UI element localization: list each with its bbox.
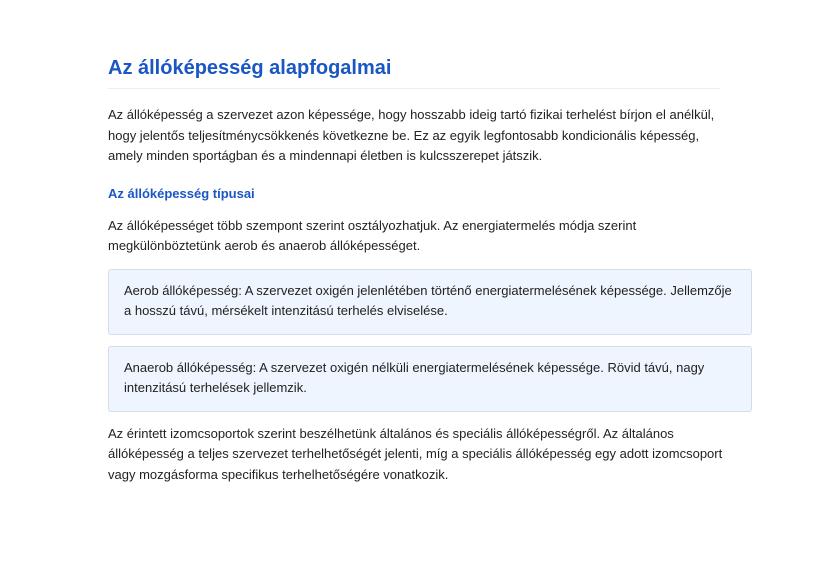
section-title: Az állóképesség típusai: [108, 185, 255, 201]
aerob-info-box: Aerob állóképesség: A szervezet oxigén jelenlétében történő energiatermelésének képessége. Jellemzője a hosszú távú, mérsékelt intenzitású terhelés elviselése.: [108, 269, 752, 335]
page-title: Az állóképesség alapfogalmai: [108, 54, 720, 89]
anaerob-info-box: Anaerob állóképesség: A szervezet oxigén nélküli energiatermelésének képessége. Rövid távú, nagy intenzitású terhelések jellemzik.: [108, 346, 752, 412]
outro-paragraph: Az érintett izomcsoportok szerint beszélhetünk általános és speciális állóképességről. Az általános állóképesség a teljes szervezet terhelhetőségét jelenti, míg a speciális állóképesség egy adott izomcsoport vagy mozgásforma specifikus terhelhetőségére vonatkozik.: [108, 425, 723, 482]
intro-paragraph: Az állóképesség a szervezet azon képessége, hogy hosszabb ideig tartó fizikai terhelést bírjon el anélkül, hogy jelentős teljesítménycsökkenés következne be. Ez az egyik legfontosabb kondicionális képesség, amely minden sportágban és a mindennapi életben is kulcsszerepet játszik.: [108, 107, 715, 163]
section-intro-paragraph: Az állóképességet több szempont szerint osztályozhatjuk. Az energiatermelés módja szerint megkülönböztetünk aerob és anaerob állóképességet.: [108, 217, 637, 253]
article: [108, 54, 752, 485]
